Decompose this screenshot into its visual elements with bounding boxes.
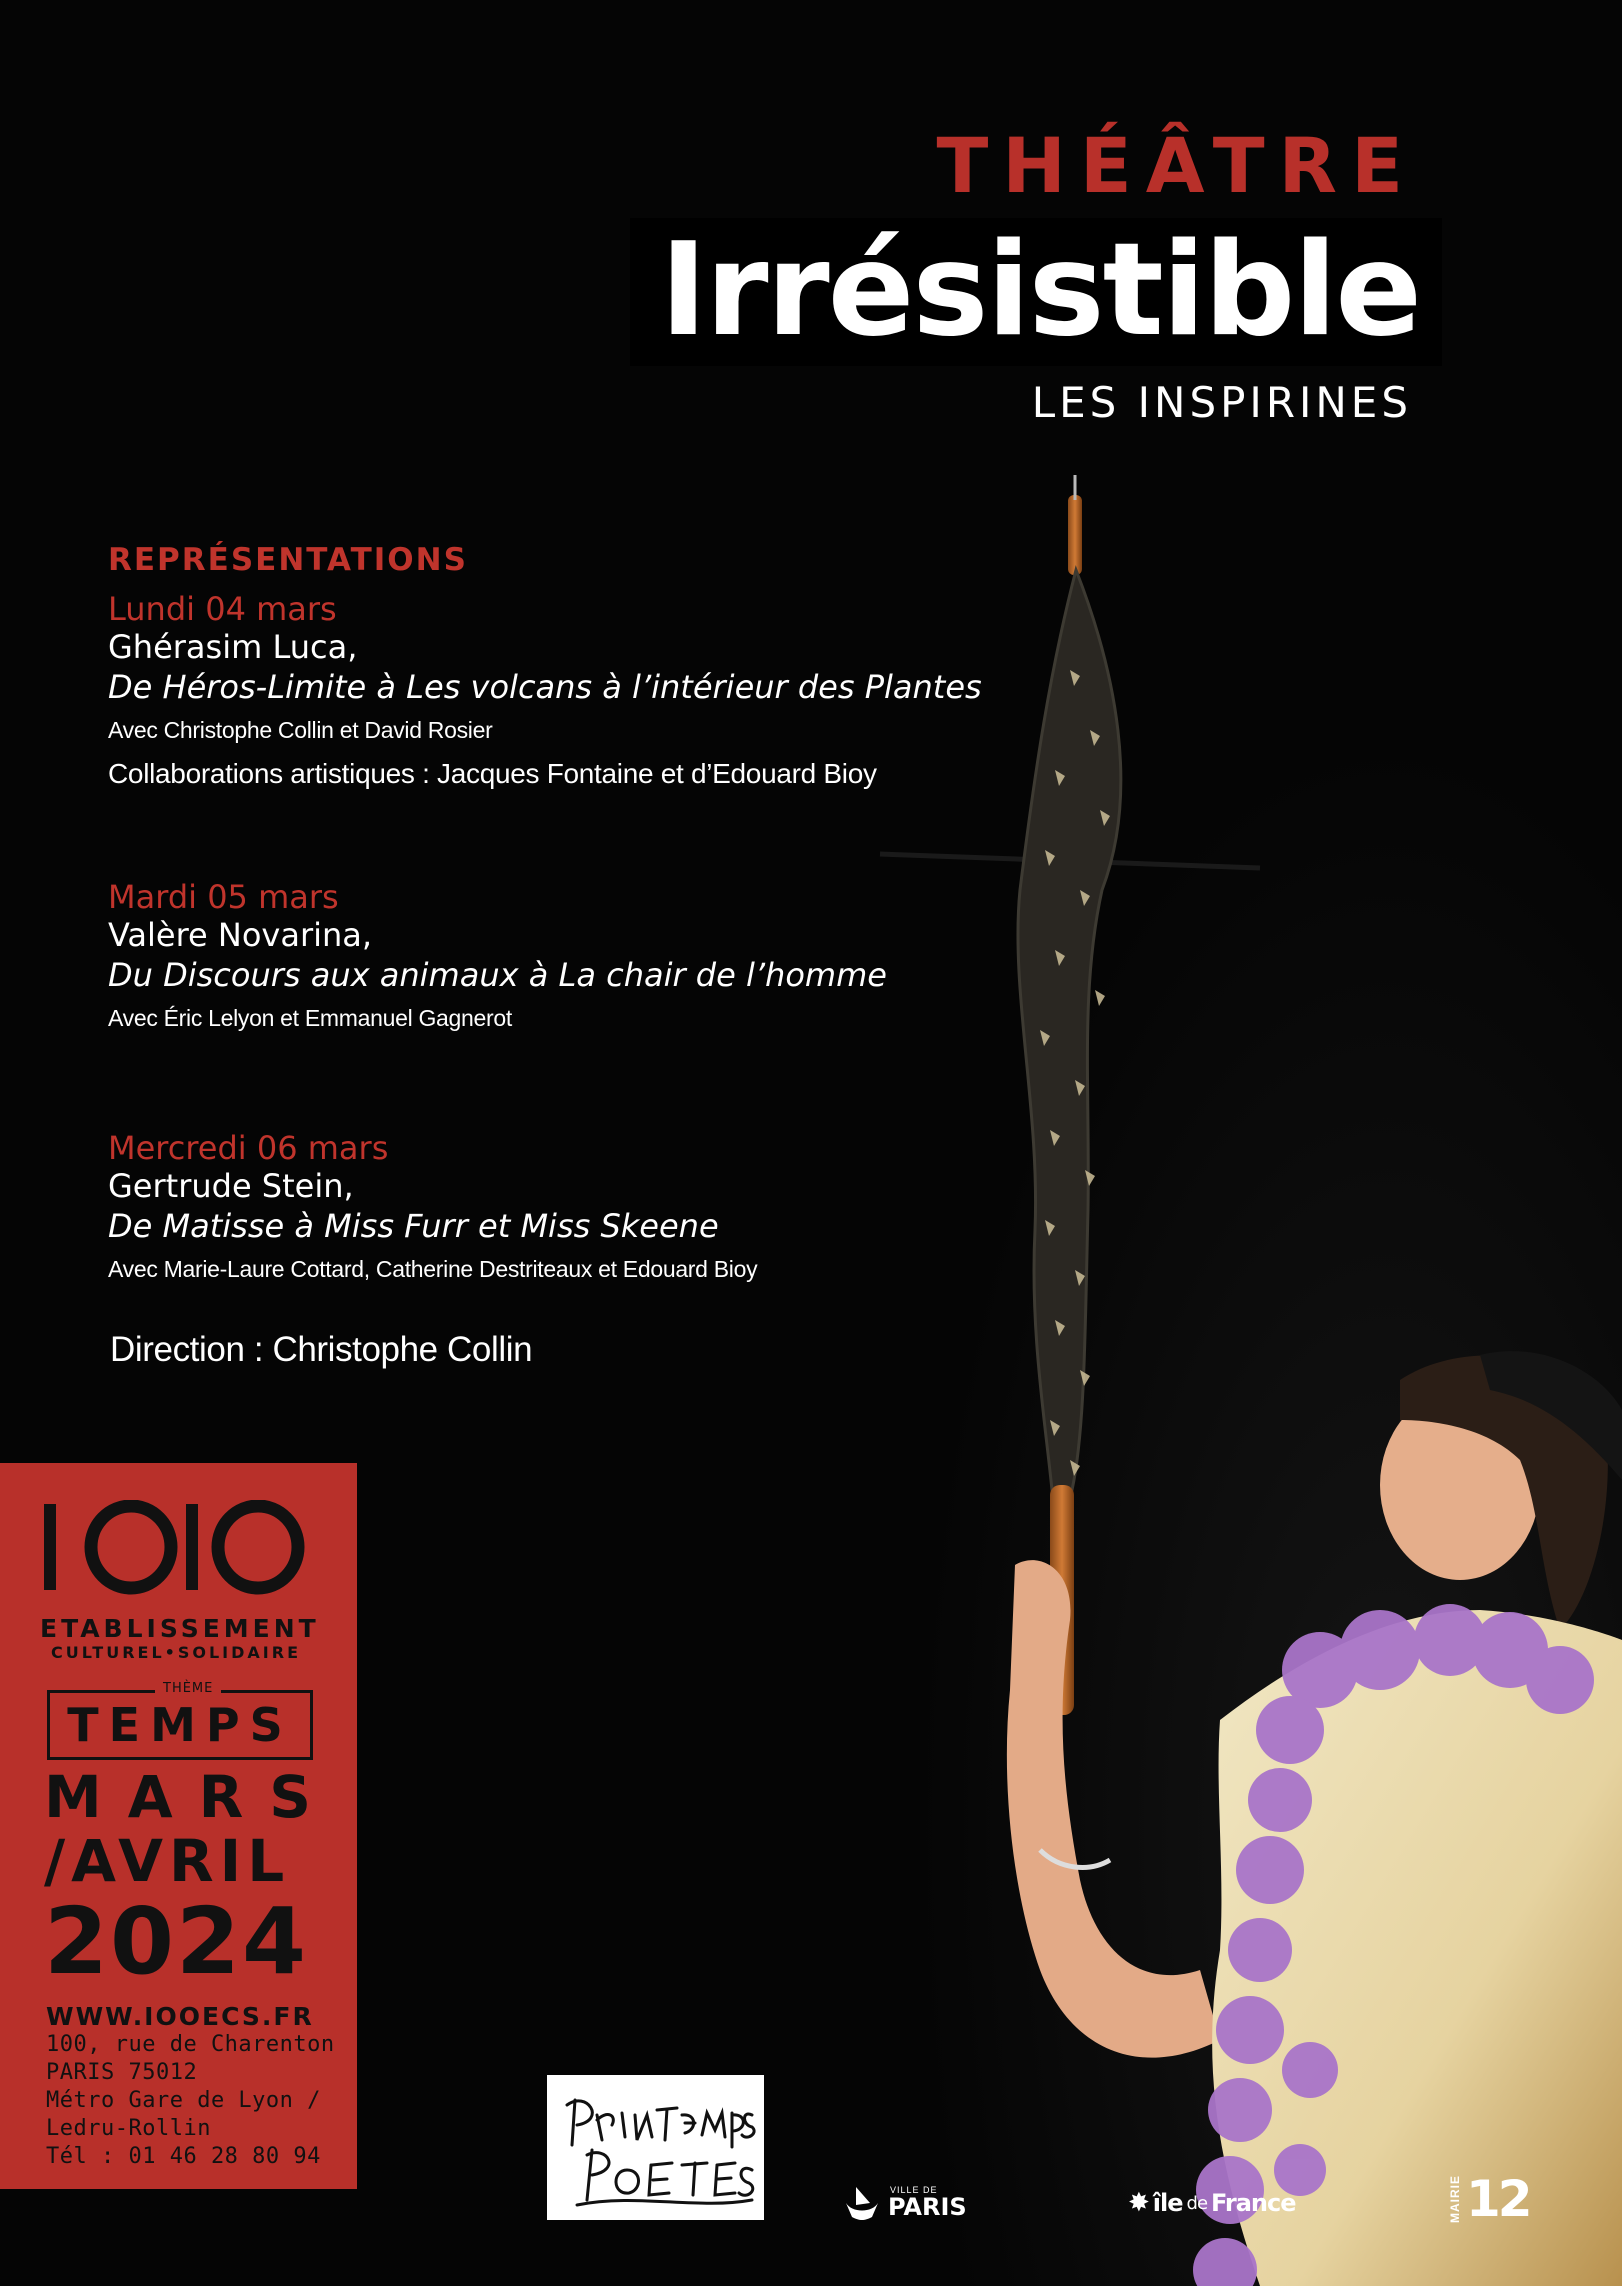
show-work: Du Discours aux animaux à La chair de l’homme xyxy=(108,955,887,994)
months-line2: /AVRIL xyxy=(44,1827,291,1895)
address-line: PARIS 75012 xyxy=(46,2060,198,2085)
representations-heading: REPRÉSENTATIONS xyxy=(108,542,468,578)
show-cast: Avec Marie-Laure Cottard, Catherine Destriteaux et Edouard Bioy xyxy=(108,1255,758,1282)
paris-logo-word: PARIS xyxy=(888,2192,967,2221)
venue-line1: ETABLISSEMENT xyxy=(40,1614,320,1643)
venue-logo xyxy=(36,1500,316,1595)
star-icon: ✸ xyxy=(1128,2188,1149,2218)
show-work: De Matisse à Miss Furr et Miss Skeene xyxy=(108,1206,719,1245)
printemps-logo-drawing xyxy=(547,2075,764,2220)
address-line: 100, rue de Charenton xyxy=(46,2032,335,2057)
paris-ship-icon xyxy=(842,2183,882,2221)
show-date: Mardi 05 mars xyxy=(108,878,339,916)
show-cast: Avec Christophe Collin et David Rosier xyxy=(108,716,493,743)
idf-prefix: île xyxy=(1152,2189,1183,2217)
show-author: Valère Novarina, xyxy=(108,916,373,955)
months-line1: MARS xyxy=(44,1763,338,1831)
show-cast: Avec Éric Lelyon et Emmanuel Gagnerot xyxy=(108,1004,512,1031)
venue-logo-text: IOO xyxy=(176,1590,178,1591)
show-item xyxy=(108,1129,757,1283)
show-title: Irrésistible xyxy=(659,216,1420,365)
paris-logo-small: VILLE DE xyxy=(890,2184,938,2195)
show-item xyxy=(108,878,887,1032)
show-collab: Collaborations artistiques : Jacques Fontaine et d’Edouard Bioy xyxy=(108,757,877,789)
theme-label: THÈME xyxy=(155,1681,221,1696)
venue-line2: CULTUREL•SOLIDAIRE xyxy=(51,1643,301,1662)
mairie-12-logo xyxy=(1448,2170,1530,2228)
address-line: Métro Gare de Lyon / xyxy=(46,2088,321,2113)
paris-logo xyxy=(842,2182,967,2222)
idf-suffix: France xyxy=(1211,2189,1296,2217)
website-link[interactable]: WWW.IOOECS.FR xyxy=(46,2002,314,2031)
idf-mid: de xyxy=(1186,2192,1208,2214)
printemps-des-poetes-logo xyxy=(547,2075,764,2220)
mairie-number: 12 xyxy=(1466,2170,1530,2228)
show-author: Gertrude Stein, xyxy=(108,1167,354,1206)
show-date: Lundi 04 mars xyxy=(108,590,337,628)
phone-line: Tél : 01 46 28 80 94 xyxy=(46,2144,321,2169)
show-author: Ghérasim Luca, xyxy=(108,628,358,667)
company-name: LES INSPIRINES xyxy=(1031,378,1412,427)
mairie-label: MAIRIE xyxy=(1448,2175,1462,2223)
theme-word: TEMPS xyxy=(67,1698,293,1752)
ile-de-france-logo xyxy=(1128,2188,1296,2218)
year: 2024 xyxy=(44,1888,309,1995)
title-box xyxy=(630,218,1442,366)
show-work: De Héros-Limite à Les volcans à l’intérieur des Plantes xyxy=(108,667,982,706)
direction-credit: Direction : Christophe Collin xyxy=(110,1330,533,1369)
show-item xyxy=(108,590,982,790)
genre-label: THÉÂTRE xyxy=(936,121,1417,210)
show-date: Mercredi 06 mars xyxy=(108,1129,389,1167)
address-line: Ledru-Rollin xyxy=(46,2116,211,2141)
